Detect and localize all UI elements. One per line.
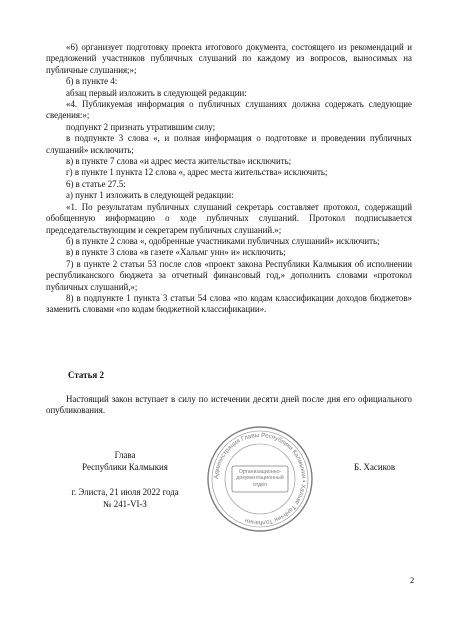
paragraph-item-6: «6) организует подготовку проекта итогового документа, состоящего из рекомендаций и предложений участников публичных слушаний по каждому из вопросов, выносимых на публичные слушания;»; (46, 42, 412, 75)
paragraph-first-para: абзац первый изложить в следующей редакции: (66, 87, 247, 98)
position-title: Глава (114, 450, 136, 460)
article-2-title: Статья 2 (68, 370, 104, 380)
signer-name: Б. Хасиков (354, 462, 396, 472)
position-region: Республики Калмыкия (82, 461, 168, 472)
place-date: г. Элиста, 21 июля 2022 года (71, 487, 179, 498)
paragraph-protocol: «1. По результатам публичных слушаний секретарь составляет протокол, содержащий обобщенную информацию о ходе публичных слушаний. Протокол подписывается председательствующим и секретарем публичных слушаний.»; (46, 201, 412, 235)
paragraph-point-3: в) в пункте 3 слова «в газете «Хальмг унн» и» исключить; (66, 247, 286, 258)
seal-center-text: Организационно-документационный отдел (236, 469, 284, 488)
paragraph-item-12: г) в пункте 1 пункта 12 слова «, адрес места жительства» исключить; (66, 167, 328, 178)
law-number: № 241-VI-З (103, 498, 147, 509)
page-number: 2 (410, 575, 415, 585)
seal-ring-text: Администрация Главы Республики Калмыкия • Хальмг Танһчин Толһачин (212, 431, 308, 527)
article-1-continuation (46, 42, 412, 316)
official-seal (205, 424, 315, 534)
paragraph-item-7: в) в пункте 7 слова «и адрес места жительства» исключить; (66, 156, 292, 167)
paragraph-item-4-text: «4. Публикуемая информация о публичных слушаниях должна содержать следующие сведения:»; (46, 99, 412, 121)
paragraph-article-53: 7) в пункте 2 статьи 53 после слов «проект закона Республики Калмыкия об исполнении республиканского бюджета за отчетный финансовый год,» дополнить словами «протокол публичных слушаний,»; (46, 258, 412, 292)
signature-block (50, 450, 200, 510)
paragraph-subpoint-2: подпункт 2 признать утратившим силу; (66, 121, 216, 132)
article-2-text: Настоящий закон вступает в силу по истечении десяти дней после дня его официального опубликования. (46, 394, 412, 416)
paragraph-point-2: б) в пункте 2 слова «, одобренные участниками публичных слушаний» исключить; (66, 235, 380, 246)
paragraph-subitem-b: б) в пункте 4: (66, 76, 118, 87)
paragraph-subpoint-3: в подпункте 3 слова «, и полная информация о подготовке и проведении публичных слушаний» исключить; (46, 133, 412, 155)
paragraph-article-54: 8) в подпункте 1 пункта 3 статьи 54 слова «по кодам классификации доходов бюджетов» заменить словами «по кодам бюджетной классификации». (46, 292, 412, 315)
paragraph-article-27-5: 6) в статье 27.5: (66, 178, 126, 189)
paragraph-point-1: а) пункт 1 изложить в следующей редакции: (66, 190, 234, 201)
